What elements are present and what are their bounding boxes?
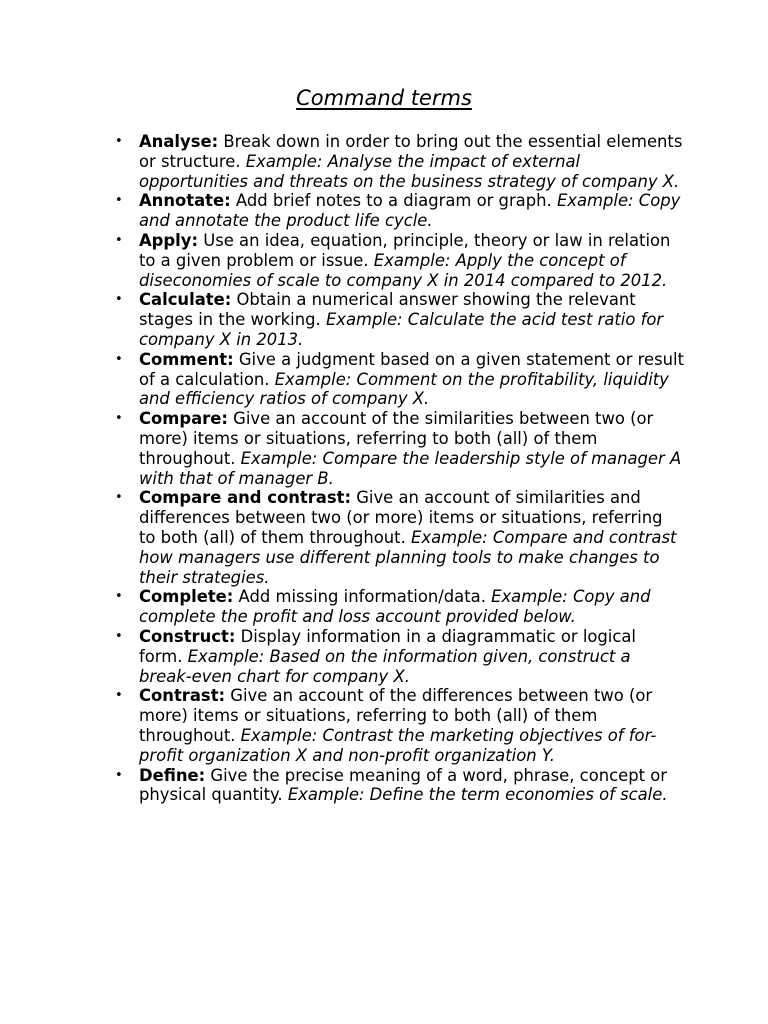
term-label: Comment:	[139, 349, 234, 369]
bullet-icon: •	[115, 767, 123, 783]
list-item-define	[115, 765, 684, 806]
list-item-compare	[115, 409, 684, 488]
term-definition: Give an account of the differences between two (or more) items or situations, referring to both (all) of them throughout.	[139, 686, 653, 745]
command-terms-list	[115, 132, 685, 805]
term-label: Construct:	[139, 626, 236, 646]
term-definition: Give an account of the similarities between two (or more) items or situations, referring to both (all) of them throughout.	[139, 409, 654, 468]
term-definition: Give the precise meaning of a word, phrase, concept or physical quantity.	[139, 765, 668, 805]
list-item-complete	[115, 587, 684, 627]
term-example: Example: Comment on the profitability, liquidity and efficiency ratios of company X.	[139, 369, 669, 409]
list-item-annotate	[115, 191, 684, 231]
term-label: Complete:	[139, 587, 234, 607]
term-definition: Use an idea, equation, principle, theory or law in relation to a given problem or issue.	[139, 230, 671, 270]
term-definition: Display information in a diagrammatic or logical form.	[139, 626, 636, 666]
page-title: Command terms	[296, 86, 472, 110]
term-example: Example: Contrast the marketing objectives of for-profit organization X and non-profit organization Y.	[139, 725, 657, 765]
list-item-compare-and-contrast	[115, 488, 684, 587]
bullet-icon: •	[115, 232, 123, 248]
bullet-icon: •	[115, 589, 123, 605]
list-item-calculate	[115, 290, 684, 349]
bullet-icon: •	[115, 193, 123, 209]
term-label: Define:	[139, 765, 206, 785]
term-label: Compare and contrast:	[139, 488, 352, 508]
list-item-contrast	[115, 686, 684, 765]
term-label: Compare:	[139, 409, 228, 429]
term-example: Example: Apply the concept of diseconomies of scale to company X in 2014 compared to 2012.	[139, 250, 668, 290]
term-definition: Give an account of similarities and differences between two (or more) items or situations, referring to both (all) of them throughout.	[139, 488, 663, 547]
bullet-icon: •	[115, 628, 123, 644]
term-example: Example: Compare and contrast how managers use different planning tools to make changes to their strategies.	[139, 527, 677, 587]
term-label: Analyse:	[139, 132, 219, 151]
list-item-comment	[115, 349, 685, 409]
term-definition: Break down in order to bring out the essential elements or structure.	[139, 132, 683, 171]
bullet-icon: •	[115, 411, 123, 427]
bullet-icon: •	[115, 351, 123, 367]
term-example: Example: Compare the leadership style of manager A with that of manager B.	[139, 448, 682, 488]
term-label: Annotate:	[139, 191, 231, 211]
term-example: Example: Define the term economies of scale.	[287, 785, 668, 805]
term-definition: Obtain a numerical answer showing the relevant stages in the working.	[139, 290, 636, 330]
term-label: Contrast:	[139, 686, 226, 706]
bullet-icon: •	[115, 490, 123, 506]
bullet-icon: •	[115, 688, 123, 704]
term-label: Calculate:	[139, 290, 232, 310]
term-example: Example: Copy and annotate the product life cycle.	[139, 191, 681, 231]
term-label: Apply:	[139, 230, 199, 250]
term-example: Example: Calculate the acid test ratio for company X in 2013.	[139, 310, 664, 349]
term-definition: Give a judgment based on a given statement or result of a calculation.	[139, 349, 685, 389]
bullet-icon: •	[115, 134, 123, 149]
term-definition: Add brief notes to a diagram or graph.	[230, 191, 557, 211]
list-item-construct	[115, 626, 684, 686]
term-example: Example: Analyse the impact of external opportunities and threats on the business strategy of company X.	[139, 151, 680, 191]
list-item-analyse	[115, 132, 684, 191]
term-definition: Add missing information/data.	[233, 587, 492, 607]
term-example: Example: Copy and complete the profit and loss account provided below.	[139, 587, 651, 627]
list-item-apply	[115, 230, 684, 290]
bullet-icon: •	[115, 292, 123, 308]
term-example: Example: Based on the information given, construct a break-even chart for company X.	[139, 646, 631, 686]
